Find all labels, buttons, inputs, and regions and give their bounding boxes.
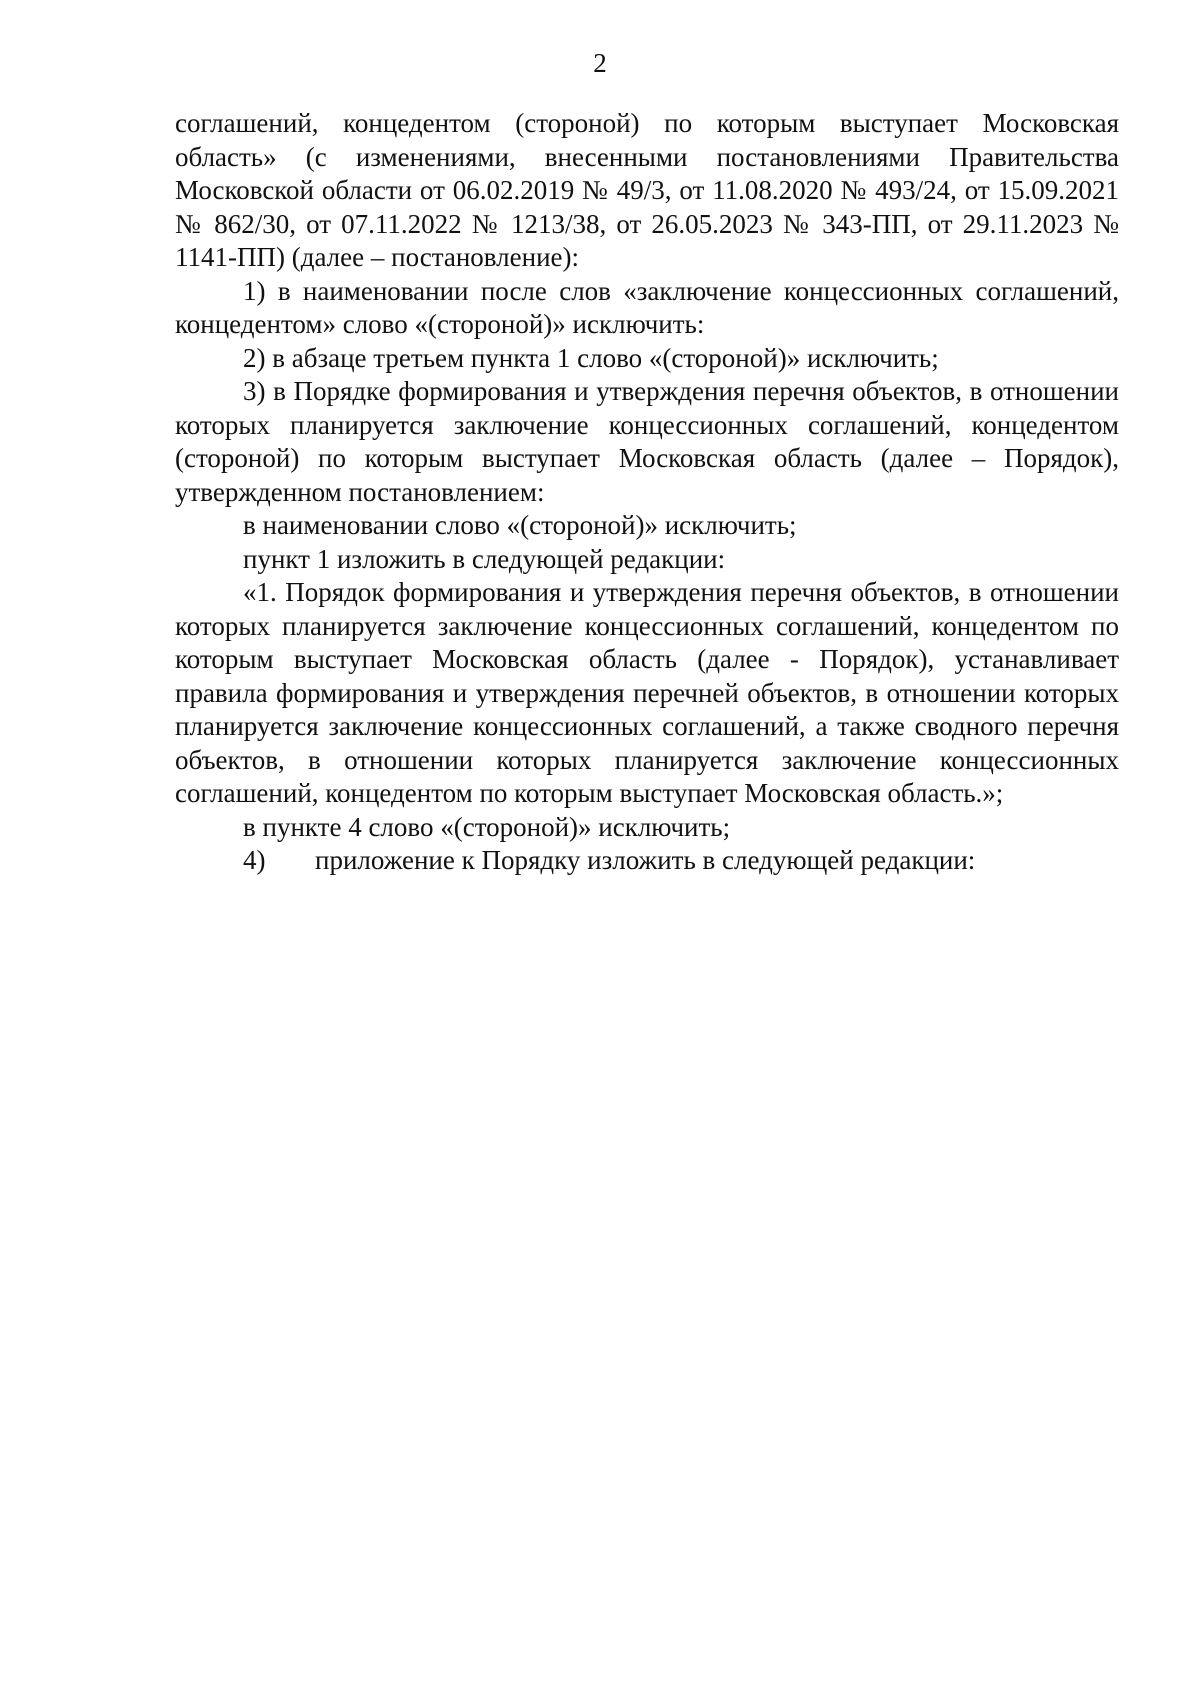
- paragraph-continuation: соглашений, концедентом (стороной) по которым выступает Московская область» (с изменениями, внесенными постановлениями Правительства Московской области от 06.02.2019 № 49/3, от 11.08.2020 № 493/24, от 15.09.2021 № 862/30, от 07.11.2022 № 1213/38, от 26.05.2023 № 343-ПП, от 29.11.2023 № 1141-ПП) (далее – постановление):: [175, 108, 1119, 272]
- paragraph-point-1-intro: пункт 1 изложить в следующей редакции:: [243, 543, 726, 574]
- item-4-text: приложение к Порядку изложить в следующей редакции:: [315, 845, 976, 875]
- paragraph-item-2: 2) в абзаце третьем пункта 1 слово «(стороной)» исключить;: [243, 342, 939, 373]
- paragraph-item-4: [175, 844, 1119, 878]
- page-number: 2: [593, 48, 607, 78]
- paragraph-point-4-change: в пункте 4 слово «(стороной)» исключить;: [243, 811, 731, 842]
- document-body: [175, 107, 1119, 878]
- paragraph-item-1: 1) в наименовании после слов «заключение концессионных соглашений, концедентом» слово «(стороной)» исключить:: [175, 275, 1119, 339]
- paragraph-point-1-text: «1. Порядок формирования и утверждения перечня объектов, в отношении которых планируется заключение концессионных соглашений, концедентом по которым выступает Московская область (далее - Порядок), устанавливает правила формирования и утверждения перечней объектов, в отношении которых планируется заключение концессионных соглашений, а также сводного перечня объектов, в отношении которых планируется заключение концессионных соглашений, концедентом по которым выступает Московская область.»;: [175, 577, 1119, 808]
- paragraph-name-change: в наименовании слово «(стороной)» исключить;: [243, 510, 797, 540]
- item-4-number: 4): [243, 845, 266, 875]
- paragraph-item-3: 3) в Порядке формирования и утверждения перечня объектов, в отношении которых планируется заключение концессионных соглашений, концедентом (стороной) по которым выступает Московская область (далее – Порядок), утвержденном постановлением:: [175, 376, 1119, 507]
